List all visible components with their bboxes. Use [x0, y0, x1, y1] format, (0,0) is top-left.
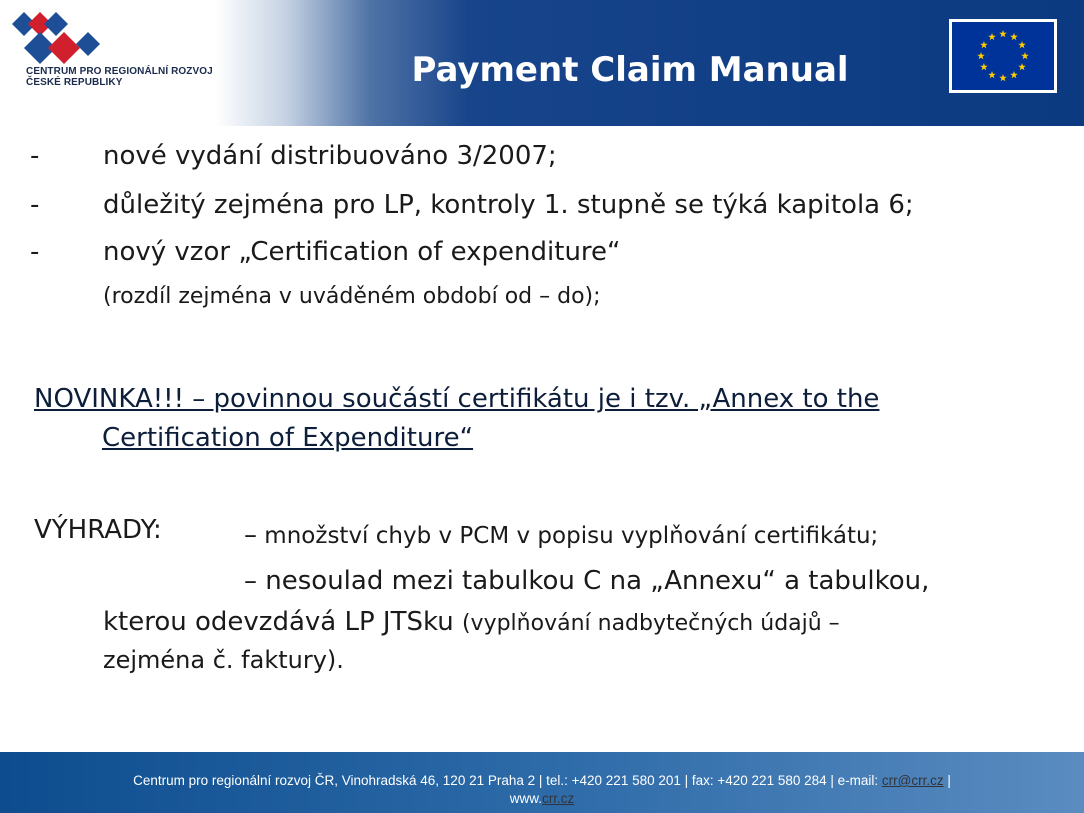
footer-web-link[interactable]: crr.cz: [542, 791, 575, 806]
bullet-text: nový vzor „Certification of expenditure“: [103, 237, 621, 267]
bullet-subtext: (rozdíl zejména v uváděném období od – do);: [103, 284, 601, 309]
bullet-text: nové vydání distribuováno 3/2007;: [103, 141, 557, 171]
vyhrady-line1-text: množství chyb v PCM v popisu vyplňování certifikátu;: [257, 523, 879, 549]
vyhrady-line1: [244, 520, 878, 550]
footer-email-link[interactable]: crr@crr.cz: [881, 773, 944, 788]
header-banner: [0, 0, 1084, 126]
vyhrady-line1-dash: –: [244, 520, 257, 550]
logo-line1: CENTRUM PRO REGIONÁLNÍ ROZVOJ: [26, 66, 213, 77]
footer-address: Centrum pro regionální rozvoj ČR, Vinohradská 46, 120 21 Praha 2 | tel.: +420 221 580 201 | fax: +420 221 580 284 | e-mail:: [133, 773, 882, 788]
bullet-dash: -: [30, 190, 40, 220]
vyhrady-line3: [103, 607, 840, 637]
novinka-note: [34, 380, 879, 458]
bullet-dash: -: [30, 141, 40, 171]
vyhrady-line4: zejména č. faktury).: [103, 646, 344, 674]
footer-separator: |: [943, 773, 951, 788]
novinka-line2: Certification of Expenditure“: [102, 423, 474, 453]
footer-www-prefix: www.: [509, 791, 542, 806]
novinka-line1: NOVINKA!!! – povinnou součástí certifikátu je i tzv. „Annex to the: [34, 384, 880, 414]
logo-line2: ČESKÉ REPUBLIKY: [26, 77, 123, 88]
page-title: Payment Claim Manual: [411, 50, 849, 90]
vyhrady-label: VÝHRADY:: [34, 515, 162, 545]
vyhrady-line2: – nesoulad mezi tabulkou C na „Annexu“ a tabulkou,: [244, 566, 930, 596]
eu-flag-icon: [949, 19, 1057, 93]
bullet-dash: -: [30, 237, 40, 267]
footer-contact: [0, 772, 1084, 808]
vyhrady-line3-main: kterou odevzdává LP JTSku: [103, 607, 462, 637]
bullet-text: důležitý zejména pro LP, kontroly 1. stupně se týká kapitola 6;: [103, 190, 914, 220]
vyhrady-line3-small: (vyplňování nadbytečných údajů –: [461, 611, 840, 636]
